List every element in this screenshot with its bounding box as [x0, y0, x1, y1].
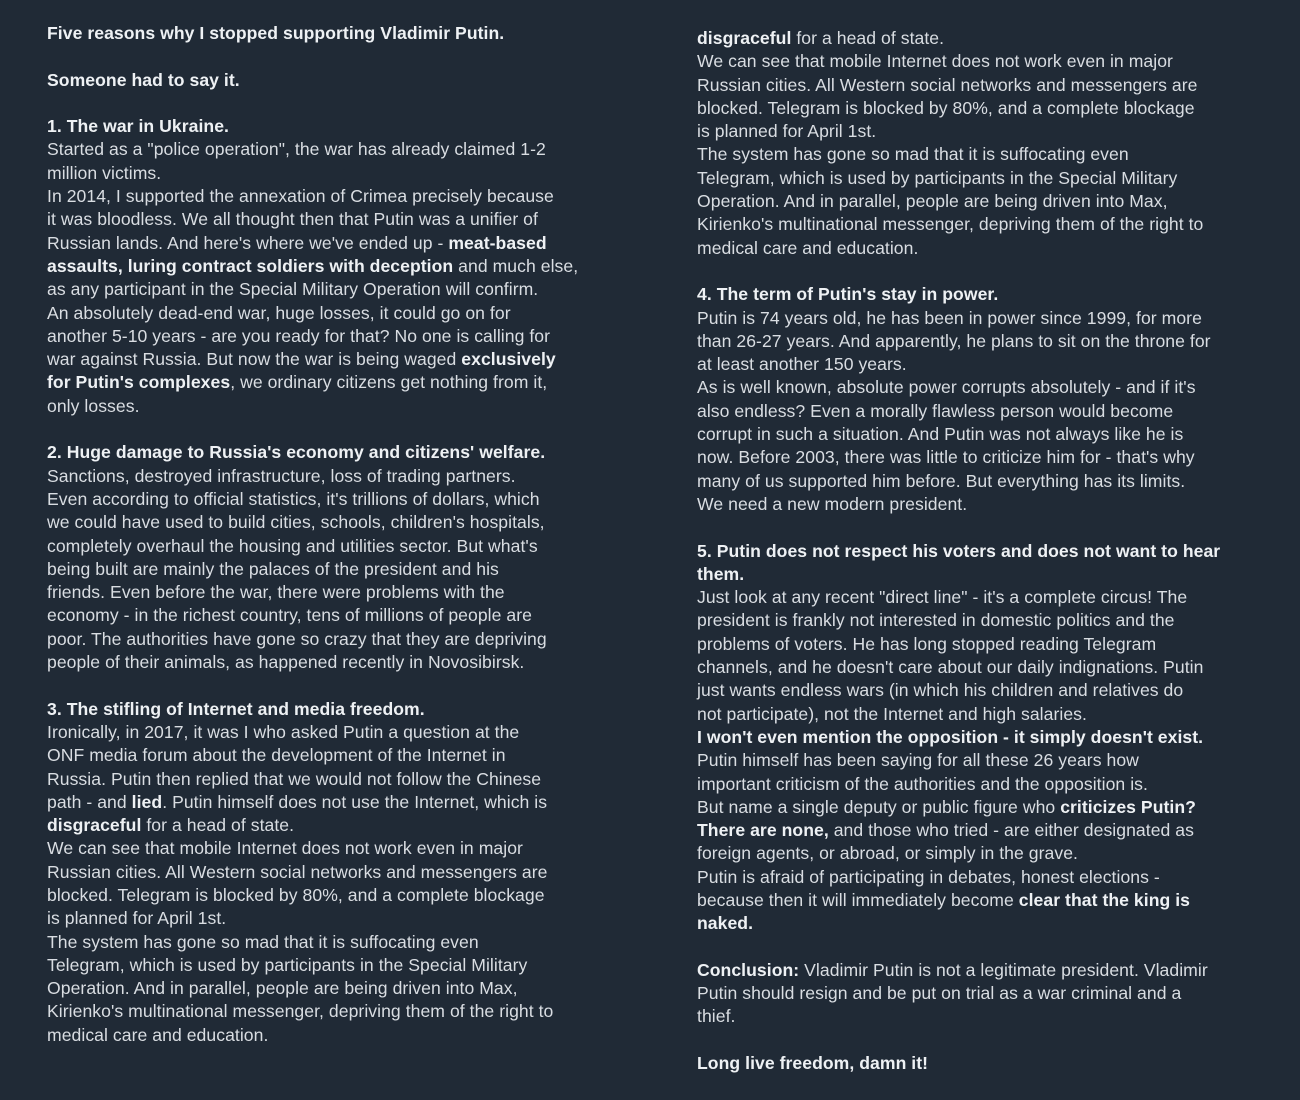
text-run: another 5-10 years - are you ready for that? No one is calling for: [47, 325, 551, 346]
text-line: [697, 842, 1277, 865]
text-line: [697, 446, 1277, 469]
text-run: Russia. Putin then replied that we would not follow the Chinese: [47, 768, 542, 789]
text-line: [47, 22, 632, 45]
text-run: Kirienko's multinational messenger, depriving them of the right to: [47, 1001, 554, 1022]
text-run: The system has gone so mad that it is suffocating even: [47, 931, 479, 952]
paragraph-gap: [697, 1029, 1277, 1052]
text-line: [697, 493, 1277, 516]
bold-text-run: 1. The war in Ukraine.: [47, 116, 229, 137]
text-run: because then it will immediately become: [697, 889, 1019, 910]
text-line: [697, 703, 1277, 726]
text-line: [47, 1000, 632, 1023]
text-line: [697, 1005, 1277, 1028]
bold-text-run: 4. The term of Putin's stay in power.: [697, 284, 999, 305]
text-line: [47, 348, 632, 371]
bold-text-run: Long live freedom, damn it!: [697, 1053, 929, 1074]
text-run: Russian cities. All Western social networks and messengers are: [697, 74, 1198, 95]
bold-text-run: disgraceful: [47, 815, 142, 836]
text-run: and those who tried - are either designated as: [828, 820, 1194, 841]
bold-text-run: criticizes Putin?: [1060, 796, 1196, 817]
text-run: and much else,: [453, 255, 579, 276]
text-line: [697, 819, 1277, 842]
text-run: As is well known, absolute power corrupts absolutely - and if it's: [697, 377, 1196, 398]
text-line: [697, 679, 1277, 702]
text-run: Vladimir Putin is not a legitimate president. Vladimir: [799, 959, 1208, 980]
text-line: [697, 889, 1277, 912]
text-line: [47, 465, 632, 488]
text-run: An absolutely dead-end war, huge losses, it could go on for: [47, 302, 511, 323]
text-line: [697, 330, 1277, 353]
text-run: war against Russia. But now the war is being waged: [47, 349, 462, 370]
right-column-text: [697, 27, 1277, 1075]
text-run: being built are mainly the palaces of the president and his: [47, 558, 499, 579]
text-run: foreign agents, or abroad, or simply in the grave.: [697, 843, 1078, 864]
bold-text-run: for Putin's complexes: [47, 372, 231, 393]
text-line: [697, 97, 1277, 120]
bold-text-run: Conclusion:: [697, 959, 800, 980]
text-line: [697, 773, 1277, 796]
text-line: [697, 586, 1277, 609]
text-line: [697, 796, 1277, 819]
text-line: [697, 74, 1277, 97]
text-run: friends. Even before the war, there were problems with the: [47, 582, 505, 603]
text-line: [697, 50, 1277, 73]
paragraph-gap: [697, 516, 1277, 539]
text-line: [47, 208, 632, 231]
text-run: it was bloodless. We all thought then that Putin was a unifier of: [47, 209, 538, 230]
text-line: [697, 237, 1277, 260]
text-line: [47, 278, 632, 301]
text-run: Russian lands. And here's where we've ended up -: [47, 232, 449, 253]
text-line: [47, 138, 632, 161]
text-line: [697, 1052, 1277, 1075]
text-line: [697, 167, 1277, 190]
bold-text-run: meat-based: [448, 232, 547, 253]
text-run: Just look at any recent "direct line" - it's a complete circus! The: [697, 587, 1188, 608]
text-line: [47, 325, 632, 348]
text-line: [47, 395, 632, 418]
text-run: corrupt in such a situation. And Putin was not always like he is: [697, 424, 1184, 445]
bold-text-run: lied: [131, 791, 163, 812]
text-line: [47, 651, 632, 674]
text-line: [697, 376, 1277, 399]
text-run: at least another 150 years.: [697, 354, 907, 375]
text-line: [47, 581, 632, 604]
text-run: Sanctions, destroyed infrastructure, loss of trading partners.: [47, 465, 516, 486]
text-line: [47, 744, 632, 767]
text-line: [47, 861, 632, 884]
text-line: [697, 213, 1277, 236]
bold-text-run: There are none,: [697, 820, 829, 841]
bold-text-run: 3. The stifling of Internet and media freedom.: [47, 698, 425, 719]
text-line: [47, 558, 632, 581]
text-run: completely overhaul the housing and utilities sector. But what's: [47, 535, 538, 556]
left-column-text: [47, 22, 632, 1047]
text-line: [697, 120, 1277, 143]
text-line: [47, 907, 632, 930]
paragraph-gap: [47, 45, 632, 68]
text-line: [47, 185, 632, 208]
text-run: economy - in the richest country, tens of millions of people are: [47, 605, 532, 626]
text-run: Putin himself has been saying for all these 26 years how: [697, 750, 1139, 771]
text-line: [697, 27, 1277, 50]
text-run: ONF media forum about the development of the Internet in: [47, 745, 506, 766]
text-run: million victims.: [47, 162, 162, 183]
text-run: president is frankly not interested in domestic politics and the: [697, 610, 1175, 631]
text-line: [47, 69, 632, 92]
text-run: just wants endless wars (in which his children and relatives do: [697, 680, 1184, 701]
bold-text-run: them.: [697, 563, 745, 584]
text-line: [47, 791, 632, 814]
text-line: [47, 768, 632, 791]
text-line: [47, 511, 632, 534]
text-run: now. Before 2003, there was little to criticize him for - that's why: [697, 447, 1195, 468]
text-line: [47, 954, 632, 977]
text-run: Putin is 74 years old, he has been in power since 1999, for more: [697, 307, 1202, 328]
text-run: than 26-27 years. And apparently, he plans to sit on the throne for: [697, 330, 1211, 351]
text-line: [47, 255, 632, 278]
text-run: We need a new modern president.: [697, 493, 968, 514]
text-line: [47, 371, 632, 394]
text-line: [47, 441, 632, 464]
text-line: [47, 232, 632, 255]
text-run: also endless? Even a morally flawless person would become: [697, 400, 1174, 421]
paragraph-gap: [47, 418, 632, 441]
text-line: [697, 190, 1277, 213]
text-run: . Putin himself does not use the Internet, which is: [162, 791, 548, 812]
bold-text-run: exclusively: [461, 349, 556, 370]
text-line: [47, 721, 632, 744]
text-run: path - and: [47, 791, 132, 812]
text-line: [697, 656, 1277, 679]
bold-text-run: I won't even mention the opposition - it simply doesn't exist.: [697, 726, 1204, 747]
text-line: [697, 307, 1277, 330]
text-line: [697, 609, 1277, 632]
text-line: [697, 540, 1277, 563]
text-run: as any participant in the Special Military Operation will confirm.: [47, 279, 539, 300]
text-run: The system has gone so mad that it is suffocating even: [697, 144, 1129, 165]
text-run: many of us supported him before. But everything has its limits.: [697, 470, 1186, 491]
text-line: [47, 837, 632, 860]
bold-text-run: Five reasons why I stopped supporting Vladimir Putin.: [47, 23, 505, 43]
text-line: [697, 470, 1277, 493]
text-line: [697, 749, 1277, 772]
text-run: Ironically, in 2017, it was I who asked Putin a question at the: [47, 721, 520, 742]
text-run: We can see that mobile Internet does not work even in major: [697, 51, 1173, 72]
text-run: only losses.: [47, 395, 140, 416]
text-run: Putin should resign and be put on trial as a war criminal and a: [697, 983, 1182, 1004]
text-run: people of their animals, as happened recently in Novosibirsk.: [47, 652, 525, 673]
text-run: medical care and education.: [697, 237, 919, 258]
text-line: [697, 633, 1277, 656]
text-run: Telegram, which is used by participants in the Special Military: [47, 954, 528, 975]
text-run: is planned for April 1st.: [47, 908, 227, 929]
text-line: [47, 814, 632, 837]
text-run: , we ordinary citizens get nothing from it,: [230, 372, 548, 393]
paragraph-gap: [47, 92, 632, 115]
text-run: important criticism of the authorities and the opposition is.: [697, 773, 1148, 794]
text-run: Russian cities. All Western social networks and messengers are: [47, 861, 548, 882]
text-run: problems of voters. He has long stopped reading Telegram: [697, 633, 1157, 654]
text-run: thief.: [697, 1006, 736, 1027]
text-run: Even according to official statistics, it's trillions of dollars, which: [47, 488, 540, 509]
text-run: blocked. Telegram is blocked by 80%, and a complete blockage: [697, 97, 1195, 118]
text-run: In 2014, I supported the annexation of Crimea precisely because: [47, 186, 554, 207]
text-line: [47, 884, 632, 907]
text-line: [47, 698, 632, 721]
text-line: [47, 162, 632, 185]
text-run: we could have used to build cities, schools, children's hospitals,: [47, 512, 545, 533]
text-run: channels, and he doesn't care about our daily indignations. Putin: [697, 657, 1204, 678]
text-run: not participate), not the Internet and high salaries.: [697, 703, 1087, 724]
text-run: medical care and education.: [47, 1024, 269, 1045]
text-run: Started as a "police operation", the war has already claimed 1-2: [47, 139, 546, 160]
text-run: But name a single deputy or public figure who: [697, 796, 1061, 817]
text-line: [47, 115, 632, 138]
bold-text-run: assaults, luring contract soldiers with deception: [47, 255, 454, 276]
text-run: Operation. And in parallel, people are being driven into Max,: [47, 978, 518, 999]
bold-text-run: 5. Putin does not respect his voters and does not want to hear: [697, 540, 1221, 561]
bold-text-run: disgraceful: [697, 28, 792, 48]
text-run: Operation. And in parallel, people are being driven into Max,: [697, 191, 1168, 212]
bold-text-run: Someone had to say it.: [47, 69, 240, 90]
text-line: [697, 912, 1277, 935]
text-line: [697, 400, 1277, 423]
text-line: [47, 977, 632, 1000]
text-run: for a head of state.: [791, 28, 945, 48]
text-line: [47, 628, 632, 651]
bold-text-run: 2. Huge damage to Russia's economy and citizens' welfare.: [47, 442, 546, 463]
text-line: [697, 866, 1277, 889]
text-line: [47, 931, 632, 954]
paragraph-gap: [47, 674, 632, 697]
paragraph-gap: [697, 260, 1277, 283]
text-line: [47, 1024, 632, 1047]
text-run: for a head of state.: [141, 815, 295, 836]
text-run: poor. The authorities have gone so crazy that they are depriving: [47, 628, 547, 649]
paragraph-gap: [697, 936, 1277, 959]
text-line: [697, 423, 1277, 446]
text-run: blocked. Telegram is blocked by 80%, and a complete blockage: [47, 884, 545, 905]
bold-text-run: clear that the king is: [1018, 889, 1191, 910]
text-line: [47, 535, 632, 558]
text-line: [47, 488, 632, 511]
text-line: [697, 726, 1277, 749]
text-line: [697, 959, 1277, 982]
bold-text-run: naked.: [697, 913, 754, 934]
text-run: Kirienko's multinational messenger, depriving them of the right to: [697, 214, 1204, 235]
text-line: [697, 143, 1277, 166]
text-line: [697, 563, 1277, 586]
text-run: We can see that mobile Internet does not work even in major: [47, 838, 523, 859]
text-run: Telegram, which is used by participants in the Special Military: [697, 167, 1178, 188]
text-line: [697, 353, 1277, 376]
text-run: is planned for April 1st.: [697, 121, 877, 142]
text-line: [47, 604, 632, 627]
text-run: Putin is afraid of participating in debates, honest elections -: [697, 866, 1160, 887]
text-line: [47, 302, 632, 325]
text-line: [697, 982, 1277, 1005]
text-line: [697, 283, 1277, 306]
